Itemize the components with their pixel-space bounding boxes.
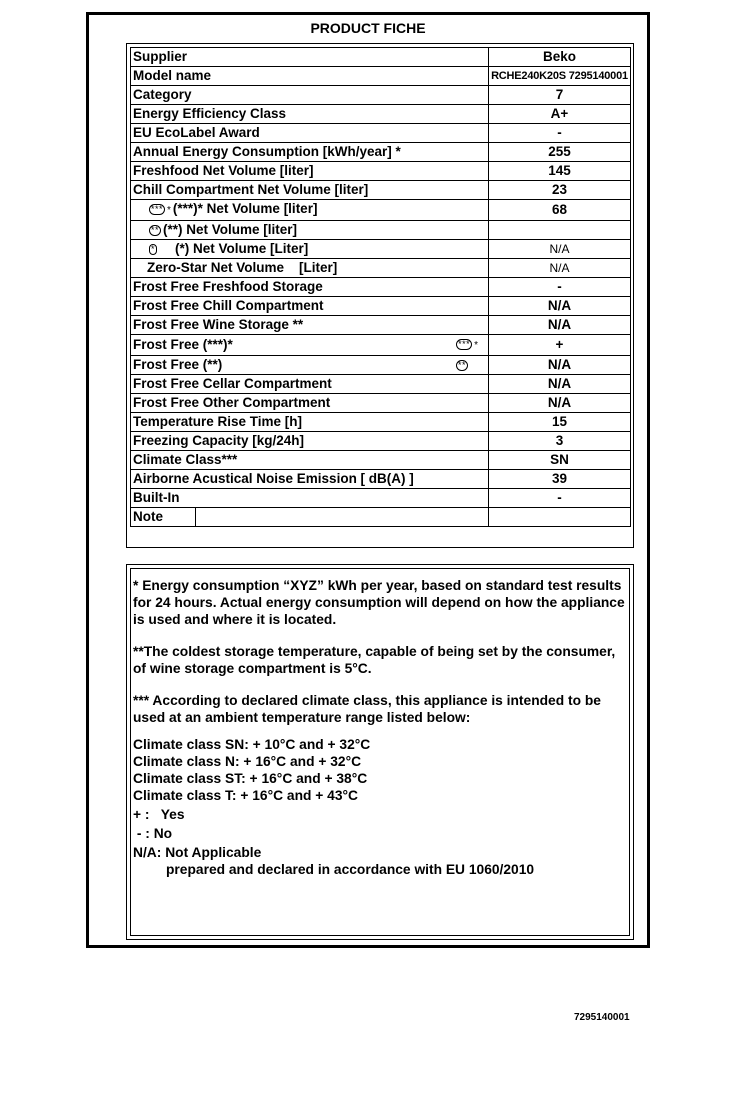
row-label-climate-class: Climate Class*** xyxy=(131,451,489,470)
table-row xyxy=(131,181,631,200)
row-value-temp-rise: 15 xyxy=(489,413,631,432)
three-star-freezer-icon: *** xyxy=(151,203,164,214)
table-row xyxy=(131,259,631,278)
row-value-ff-freshfood: - xyxy=(489,278,631,297)
two-star-freezer-icon: ** xyxy=(457,359,466,370)
table-row xyxy=(131,221,631,240)
table-row xyxy=(131,143,631,162)
climate-class-t: Climate class T: + 16°C and + 43°C xyxy=(133,788,358,803)
row-value-annual-energy: 255 xyxy=(489,143,631,162)
table-row xyxy=(131,356,631,375)
row-label-annual-energy: Annual Energy Consumption [kWh/year] * xyxy=(131,143,489,162)
legend-no: - : No xyxy=(133,826,173,841)
row-value-model-name: RCHE240K20S 7295140001 xyxy=(489,67,631,86)
table-row xyxy=(131,432,631,451)
table-row xyxy=(131,394,631,413)
note-label: Note xyxy=(131,508,196,526)
row-value-climate-class: SN xyxy=(489,451,631,470)
row-value-zero-star-volume: N/A xyxy=(489,259,631,278)
table-row xyxy=(131,86,631,105)
row-value-category: 7 xyxy=(489,86,631,105)
row-label-ff-wine: Frost Free Wine Storage ** xyxy=(131,316,489,335)
footnote-energy: * Energy consumption “XYZ” kWh per year, based on standard test results for 24 hours. Actual energy consumption will depend on how the appliance is used and where it is located. xyxy=(133,578,625,627)
row-label-one-star-volume xyxy=(131,240,489,259)
row-label-model-name: Model name xyxy=(131,67,489,86)
row-value-ff-cellar: N/A xyxy=(489,375,631,394)
row-label-zero-star-volume: Zero-Star Net Volume [Liter] xyxy=(131,259,489,278)
three-star-freezer-icon: *** xyxy=(458,338,471,349)
row-label-ff-four-star xyxy=(131,335,489,356)
row-label-ff-cellar: Frost Free Cellar Compartment xyxy=(131,375,489,394)
climate-class-n: Climate class N: + 16°C and + 32°C xyxy=(133,754,362,769)
row-label-temp-rise: Temperature Rise Time [h] xyxy=(131,413,489,432)
row-label-text: (*) Net Volume [Liter] xyxy=(175,241,309,256)
row-label-text: (***)* Net Volume [liter] xyxy=(172,201,318,216)
footnote-climate-intro: *** According to declared climate class, this appliance is intended to be used at an ambient temperature range listed below: xyxy=(133,693,601,725)
fiche-table xyxy=(130,47,631,527)
row-label-ecolabel: EU EcoLabel Award xyxy=(131,124,489,143)
row-label-text: (**) Net Volume [liter] xyxy=(163,222,298,237)
fiche-table-box xyxy=(126,43,634,548)
row-label-ff-freshfood: Frost Free Freshfood Storage xyxy=(131,278,489,297)
row-label-built-in: Built-In xyxy=(131,489,489,508)
row-label-four-star-volume xyxy=(131,200,489,221)
star-plus-icon: * xyxy=(474,340,478,351)
row-label-note xyxy=(131,508,489,527)
row-value-freezing-capacity: 3 xyxy=(489,432,631,451)
row-label-ff-two-star xyxy=(131,356,489,375)
row-label-freezing-capacity: Freezing Capacity [kg/24h] xyxy=(131,432,489,451)
table-row xyxy=(131,278,631,297)
legend-na: N/A: Not Applicable xyxy=(133,845,262,860)
table-row xyxy=(131,297,631,316)
table-row xyxy=(131,240,631,259)
footnotes-box xyxy=(126,564,634,940)
row-value-built-in: - xyxy=(489,489,631,508)
row-value-freshfood-volume: 145 xyxy=(489,162,631,181)
table-row xyxy=(131,124,631,143)
document-code: 7295140001 xyxy=(574,1012,630,1023)
row-label-energy-class: Energy Efficiency Class xyxy=(131,105,489,124)
row-label-freshfood-volume: Freshfood Net Volume [liter] xyxy=(131,162,489,181)
row-label-category: Category xyxy=(131,86,489,105)
row-value-ff-wine: N/A xyxy=(489,316,631,335)
row-label-ff-other: Frost Free Other Compartment xyxy=(131,394,489,413)
row-label-text: Frost Free (**) xyxy=(133,357,223,372)
row-value-chill-volume: 23 xyxy=(489,181,631,200)
row-value-note xyxy=(489,508,631,527)
row-value-two-star-volume xyxy=(489,221,631,240)
legend-yes: + : Yes xyxy=(133,807,185,822)
table-row xyxy=(131,162,631,181)
table-row xyxy=(131,48,631,67)
row-value-ff-other: N/A xyxy=(489,394,631,413)
table-row xyxy=(131,451,631,470)
table-row xyxy=(131,508,631,527)
table-row xyxy=(131,67,631,86)
footnotes-content xyxy=(130,568,630,936)
product-fiche-frame xyxy=(86,12,650,948)
page-title: PRODUCT FICHE xyxy=(310,20,426,36)
declaration: prepared and declared in accordance with EU 1060/2010 xyxy=(166,862,535,877)
climate-class-st: Climate class ST: + 16°C and + 38°C xyxy=(133,771,368,786)
row-label-supplier: Supplier xyxy=(131,48,489,67)
star-plus-icon: * xyxy=(167,205,171,216)
row-label-two-star-volume xyxy=(131,221,489,240)
table-row xyxy=(131,105,631,124)
climate-class-sn: Climate class SN: + 10°C and + 32°C xyxy=(133,737,371,752)
table-row xyxy=(131,470,631,489)
table-row xyxy=(131,413,631,432)
row-label-chill-volume: Chill Compartment Net Volume [liter] xyxy=(131,181,489,200)
row-value-four-star-volume: 68 xyxy=(489,200,631,221)
row-value-energy-class: A+ xyxy=(489,105,631,124)
row-label-text: Frost Free (***)* xyxy=(133,337,233,352)
row-value-one-star-volume: N/A xyxy=(489,240,631,259)
row-value-ff-two-star: N/A xyxy=(489,356,631,375)
footnote-wine: **The coldest storage temperature, capable of being set by the consumer, of wine storage compartment is 5°C. xyxy=(133,644,616,676)
table-row xyxy=(131,335,631,356)
row-label-noise: Airborne Acustical Noise Emission [ dB(A) ] xyxy=(131,470,489,489)
table-row xyxy=(131,489,631,508)
row-label-ff-chill: Frost Free Chill Compartment xyxy=(131,297,489,316)
row-value-ecolabel: - xyxy=(489,124,631,143)
row-value-ff-four-star: + xyxy=(489,335,631,356)
table-row xyxy=(131,316,631,335)
row-value-noise: 39 xyxy=(489,470,631,489)
table-row xyxy=(131,200,631,221)
two-star-freezer-icon: ** xyxy=(151,224,160,235)
row-value-supplier: Beko xyxy=(489,48,631,67)
one-star-freezer-icon: * xyxy=(151,243,156,254)
row-value-ff-chill: N/A xyxy=(489,297,631,316)
table-row xyxy=(131,375,631,394)
